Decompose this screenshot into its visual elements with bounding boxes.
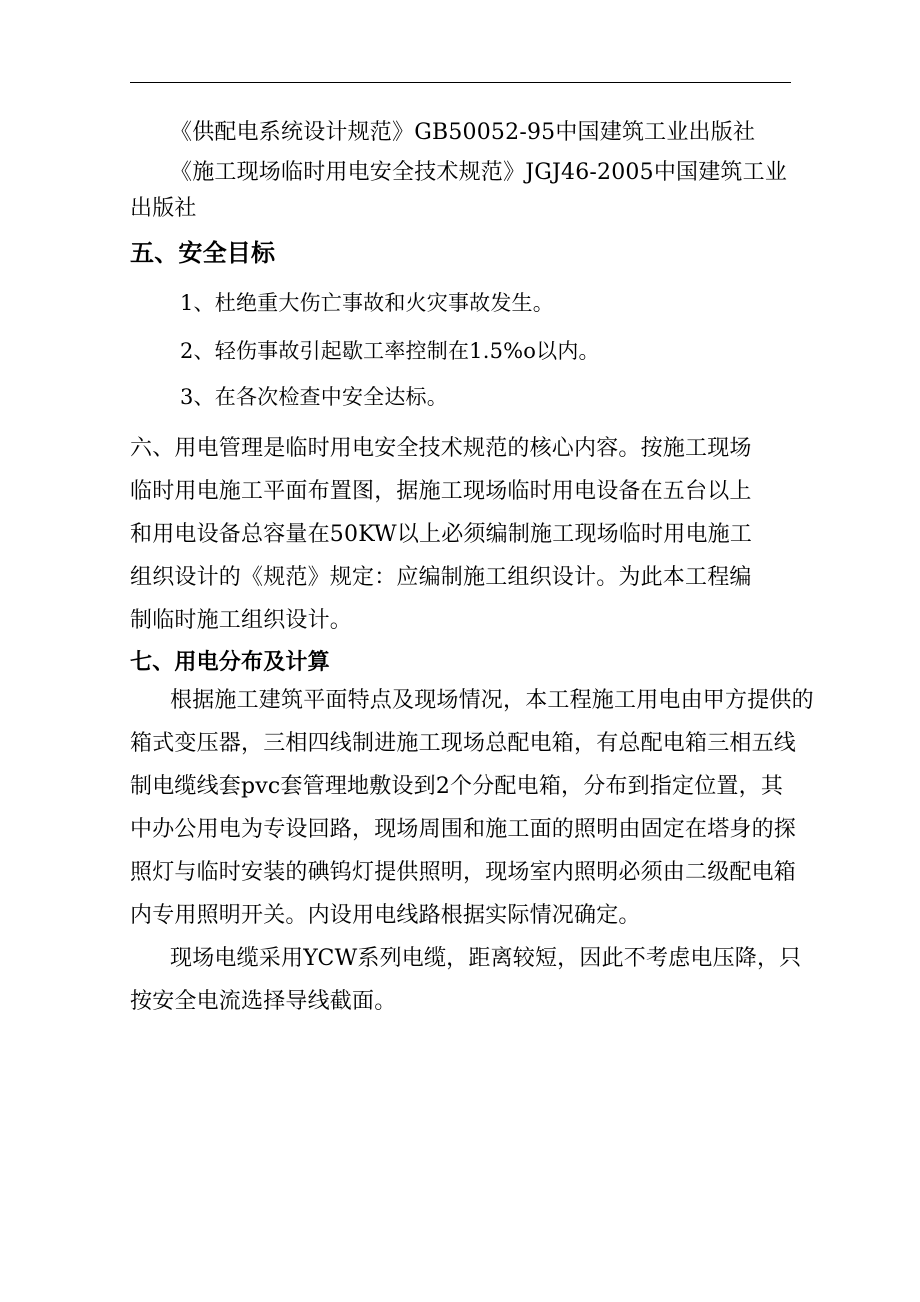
section-7-para-1-line-6: 内专用照明开关。内设用电线路根据实际情况确定。 (130, 903, 641, 928)
section-5-item-1: 1、杜绝重大伤亡事故和火灾事故发生。 (180, 291, 554, 315)
section-7-para-1-line-3: 制电缆线套pvc套管理地敷设到2个分配电箱，分布到指定位置，其 (130, 774, 784, 799)
section-6-line-4: 组织设计的《规范》规定：应编制施工组织设计。为此本工程编 (130, 565, 752, 590)
section-7-para-1-line-2: 箱式变压器，三相四线制进施工现场总配电箱，有总配电箱三相五线 (130, 731, 797, 756)
section-5-heading: 五、安全目标 (130, 239, 276, 267)
reference-line-2-cont: 出版社 (130, 196, 197, 221)
section-7-heading: 七、用电分布及计算 (130, 650, 330, 675)
header-rule (130, 82, 791, 83)
section-6-line-1: 六、用电管理是临时用电安全技术规范的核心内容。按施工现场 (130, 436, 752, 461)
section-7-para-2-line-2: 按安全电流选择导线截面。 (130, 989, 397, 1014)
reference-line-2: 《施工现场临时用电安全技术规范》JGJ46-2005中国建筑工业 (170, 160, 788, 185)
section-6-line-3: 和用电设备总容量在50KW以上必须编制施工现场临时用电施工 (130, 522, 753, 547)
section-6-line-2: 临时用电施工平面布置图，据施工现场临时用电设备在五台以上 (130, 479, 752, 504)
section-7-para-1-line-5: 照灯与临时安装的碘钨灯提供照明，现场室内照明必须由二级配电箱 (130, 860, 797, 885)
section-7-para-2-line-1: 现场电缆采用YCW系列电缆，距离较短，因此不考虑电压降，只 (170, 946, 802, 971)
section-5-item-2: 2、轻伤事故引起歇工率控制在1.5%o以内。 (180, 339, 600, 363)
reference-line-1: 《供配电系统设计规范》GB50052-95中国建筑工业出版社 (170, 120, 756, 145)
section-5-item-3: 3、在各次检查中安全达标。 (180, 385, 448, 409)
section-7-para-1-line-4: 中办公用电为专设回路，现场周围和施工面的照明由固定在塔身的探 (130, 817, 797, 842)
section-6-line-5: 制临时施工组织设计。 (130, 608, 353, 633)
section-7-para-1-line-1: 根据施工建筑平面特点及现场情况，本工程施工用电由甲方提供的 (170, 688, 814, 713)
